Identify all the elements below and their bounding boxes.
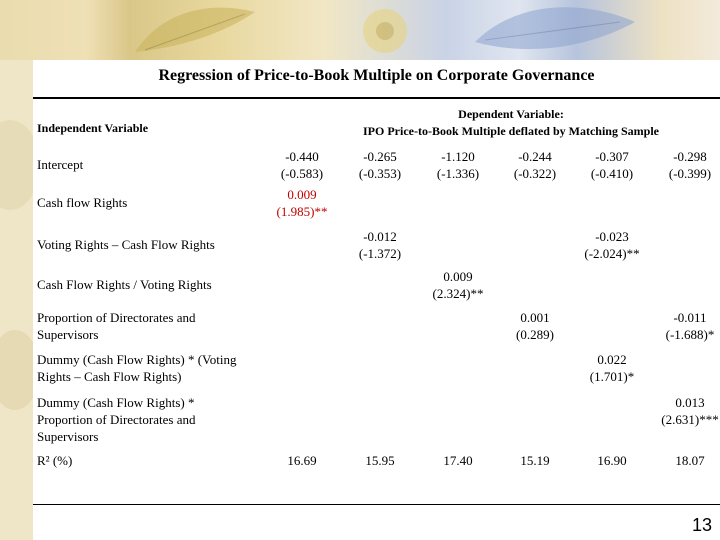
independent-variable-header: Independent Variable [37, 121, 149, 135]
t-statistic: (-1.688)* [665, 327, 715, 342]
coefficient-cell [573, 148, 651, 182]
coefficient-cell [651, 394, 720, 428]
row-label: Voting Rights – Cash Flow Rights [37, 237, 215, 252]
coefficient-cell [341, 148, 419, 182]
coefficient-cell [573, 351, 651, 385]
row-label: R² (%) [37, 453, 73, 468]
t-statistic: (0.289) [516, 327, 554, 342]
t-statistic: (-0.410) [590, 166, 634, 181]
t-statistic: (1.701)* [589, 369, 635, 384]
slide-content [33, 60, 720, 540]
t-statistic: (-0.322) [513, 166, 557, 181]
t-statistic: (-1.336) [436, 166, 480, 181]
row-label: Intercept [37, 157, 84, 172]
coefficient-value: 17.40 [443, 453, 473, 468]
coefficient-value: 16.90 [597, 453, 627, 468]
t-statistic: (-2.024)** [584, 246, 640, 261]
t-statistic: (-0.399) [668, 166, 712, 181]
coefficient-cell [651, 452, 720, 469]
coefficient-cell [496, 148, 574, 182]
t-statistic: (-0.353) [358, 166, 402, 181]
dependent-variable-header [301, 106, 720, 140]
coefficient-cell [263, 452, 341, 469]
leaf-decoration-icon [470, 2, 640, 58]
coefficient-cell [573, 228, 651, 262]
coefficient-value: 0.009 [443, 269, 473, 284]
row-label: Proportion of Directorates and Supervisors [37, 310, 196, 342]
row-label: Dummy (Cash Flow Rights) * (Voting Rights – Cash Flow Rights) [37, 352, 237, 384]
coefficient-cell [341, 452, 419, 469]
coefficient-value: -0.012 [363, 229, 397, 244]
coefficient-value: -0.440 [285, 149, 319, 164]
row-label: Cash Flow Rights / Voting Rights [37, 277, 212, 292]
table-bottom-rule [33, 504, 720, 505]
coefficient-value: 18.07 [675, 453, 705, 468]
coefficient-value: -0.307 [595, 149, 629, 164]
coefficient-value: 0.001 [520, 310, 550, 325]
coefficient-value: 15.19 [520, 453, 550, 468]
coefficient-value: -0.265 [363, 149, 397, 164]
coefficient-cell [419, 148, 497, 182]
coefficient-cell [419, 452, 497, 469]
t-statistic: (-0.583) [280, 166, 324, 181]
coefficient-value: -0.244 [518, 149, 552, 164]
row-label: Cash flow Rights [37, 195, 128, 210]
coefficient-cell [573, 452, 651, 469]
dependent-variable-label: Dependent Variable: [458, 107, 564, 121]
coefficient-value: 0.022 [597, 352, 627, 367]
coefficient-cell [419, 268, 497, 302]
t-statistic: (2.324)** [432, 286, 484, 301]
coefficient-cell [496, 452, 574, 469]
t-statistic: (2.631)*** [661, 412, 719, 427]
coefficient-value: -0.023 [595, 229, 629, 244]
coefficient-cell [341, 228, 419, 262]
table-top-rule [33, 97, 720, 99]
page-title: Regression of Price-to-Book Multiple on Corporate Governance [158, 67, 595, 84]
coefficient-value: 15.95 [365, 453, 395, 468]
coefficient-value: 16.69 [287, 453, 317, 468]
flower-decoration-icon [330, 4, 440, 58]
coefficient-value: -1.120 [441, 149, 475, 164]
coefficient-value: 0.013 [675, 395, 705, 410]
coefficient-cell [263, 186, 341, 220]
coefficient-value: 0.009 [287, 187, 317, 202]
t-statistic: (-1.372) [358, 246, 402, 261]
coefficient-cell [496, 309, 574, 343]
leaf-decoration-icon [125, 2, 265, 58]
t-statistic: (1.985)** [276, 204, 328, 219]
coefficient-cell [651, 309, 720, 343]
page-number: 13 [691, 515, 712, 535]
row-label: Dummy (Cash Flow Rights) * Proportion of Directorates and Supervisors [37, 395, 196, 444]
coefficient-value: -0.298 [673, 149, 707, 164]
coefficient-value: -0.011 [673, 310, 707, 325]
dependent-variable-description: IPO Price-to-Book Multiple deflated by Matching Sample [363, 124, 659, 138]
coefficient-cell [263, 148, 341, 182]
coefficient-cell [651, 148, 720, 182]
